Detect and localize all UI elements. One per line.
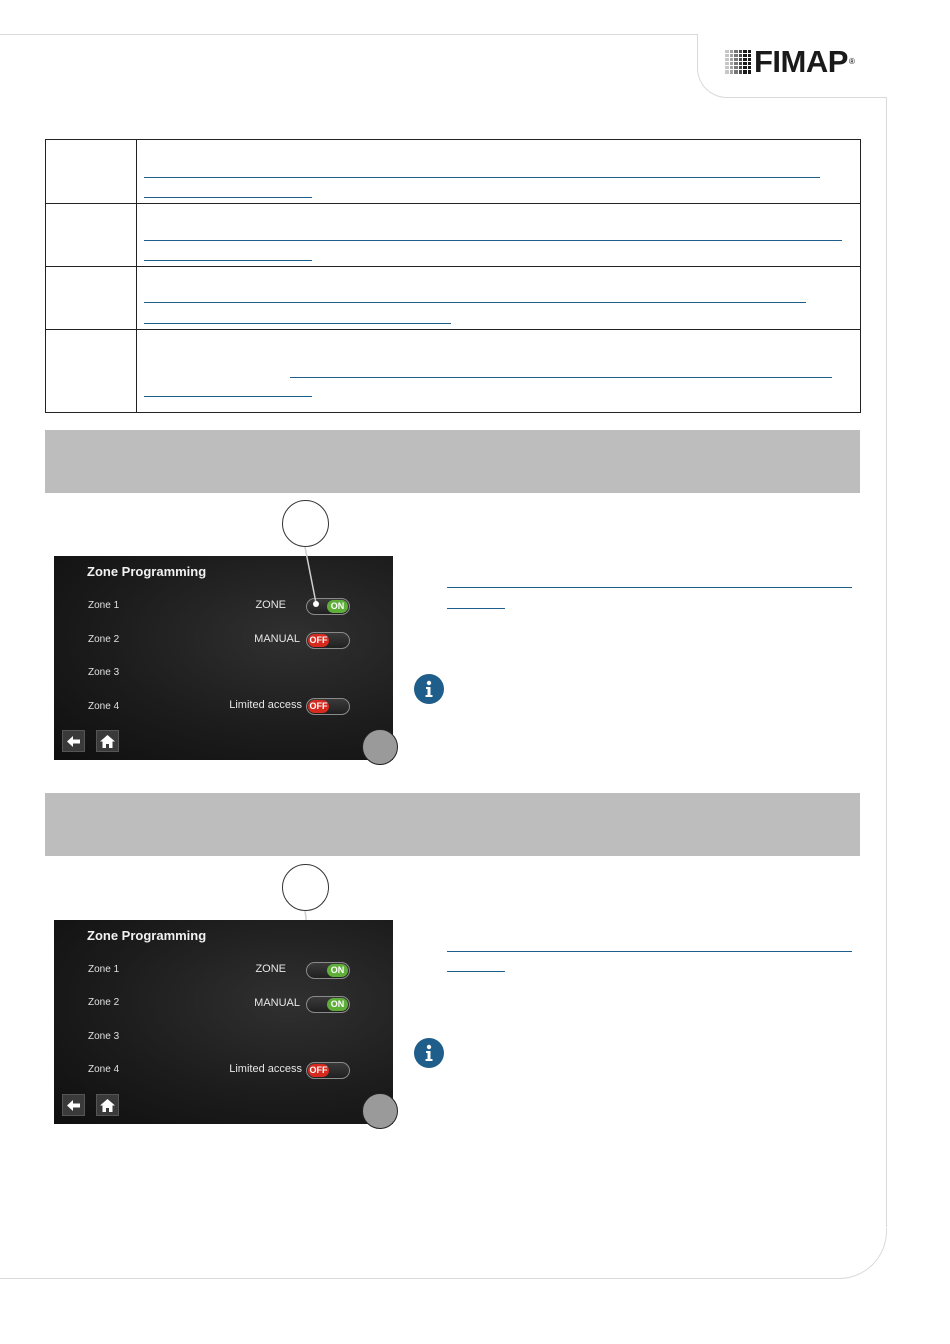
page-frame-bottom <box>0 1278 840 1279</box>
link-underline[interactable] <box>144 302 806 303</box>
back-button[interactable] <box>62 730 85 752</box>
table-row <box>46 267 861 330</box>
section-heading-band <box>45 430 860 493</box>
home-button[interactable] <box>96 730 119 752</box>
callout-dot <box>362 1093 398 1129</box>
zone-toggle-label: ZONE <box>255 599 286 611</box>
back-arrow-icon <box>67 1100 80 1111</box>
page-frame-corner <box>836 1228 887 1279</box>
link-underline[interactable] <box>144 177 820 178</box>
table-cell-label <box>46 267 137 330</box>
back-arrow-icon <box>67 736 80 747</box>
zone-toggle[interactable] <box>306 598 350 615</box>
back-button[interactable] <box>62 1094 85 1116</box>
limited-access-toggle[interactable] <box>306 698 350 715</box>
table-row <box>46 140 861 204</box>
info-icon <box>414 1038 444 1068</box>
manual-toggle-label: MANUAL <box>254 633 300 645</box>
zone-label[interactable]: Zone 4 <box>88 1064 120 1075</box>
toggle-knob: OFF <box>309 701 328 711</box>
zone-label[interactable]: Zone 2 <box>88 634 120 645</box>
limited-access-toggle-label: Limited access <box>229 1063 302 1075</box>
info-table <box>45 139 861 413</box>
zone-label[interactable]: Zone 3 <box>88 667 120 678</box>
toggle-knob: OFF <box>309 1065 328 1075</box>
limited-access-toggle-label: Limited access <box>229 699 302 711</box>
limited-access-toggle[interactable] <box>306 1062 350 1079</box>
page-frame-right <box>886 97 887 1227</box>
callout-circle <box>282 864 329 911</box>
table-cell-text <box>137 267 861 330</box>
home-button[interactable] <box>96 1094 119 1116</box>
manual-toggle[interactable] <box>306 632 350 649</box>
table-cell-label <box>46 204 137 267</box>
link-underline[interactable] <box>144 396 312 397</box>
table-cell-text <box>137 204 861 267</box>
table-cell-text <box>137 330 861 413</box>
logo-registered-mark: ® <box>848 57 855 66</box>
zone-label[interactable]: Zone 2 <box>88 997 120 1008</box>
page-frame-top <box>0 34 698 35</box>
screen-title: Zone Programming <box>87 928 207 943</box>
table-row <box>46 204 861 267</box>
callout-circle <box>282 500 329 547</box>
link-underline[interactable] <box>447 971 505 972</box>
home-icon <box>100 735 115 748</box>
logo-text: FIMAP <box>754 44 848 79</box>
home-icon <box>100 1099 115 1112</box>
manual-toggle-label: MANUAL <box>254 997 300 1009</box>
table-cell-text <box>137 140 861 204</box>
link-underline[interactable] <box>447 608 505 609</box>
toggle-knob: OFF <box>309 635 328 645</box>
screen-title: Zone Programming <box>87 564 207 579</box>
toggle-knob: ON <box>327 600 348 613</box>
zone-toggle[interactable] <box>306 962 350 979</box>
zone-toggle-label: ZONE <box>255 963 286 975</box>
table-cell-label <box>46 140 137 204</box>
logo-dots-icon <box>725 50 751 74</box>
link-underline[interactable] <box>144 260 312 261</box>
zone-label[interactable]: Zone 3 <box>88 1031 120 1042</box>
toggle-knob: ON <box>327 964 348 977</box>
link-underline[interactable] <box>447 951 852 952</box>
callout-dot <box>362 729 398 765</box>
zone-programming-screen <box>54 556 393 760</box>
link-underline[interactable] <box>290 377 832 378</box>
zone-programming-screen <box>54 920 393 1124</box>
link-underline[interactable] <box>144 323 451 324</box>
table-row <box>46 330 861 413</box>
link-underline[interactable] <box>144 240 842 241</box>
section-heading-band <box>45 793 860 856</box>
zone-label[interactable]: Zone 1 <box>88 964 120 975</box>
zone-label[interactable]: Zone 1 <box>88 600 120 611</box>
link-underline[interactable] <box>447 587 852 588</box>
manual-toggle[interactable] <box>306 996 350 1013</box>
info-icon <box>414 674 444 704</box>
toggle-knob: ON <box>327 998 348 1011</box>
zone-label[interactable]: Zone 4 <box>88 701 120 712</box>
brand-logo <box>725 46 855 77</box>
link-underline[interactable] <box>144 197 312 198</box>
table-cell-label <box>46 330 137 413</box>
